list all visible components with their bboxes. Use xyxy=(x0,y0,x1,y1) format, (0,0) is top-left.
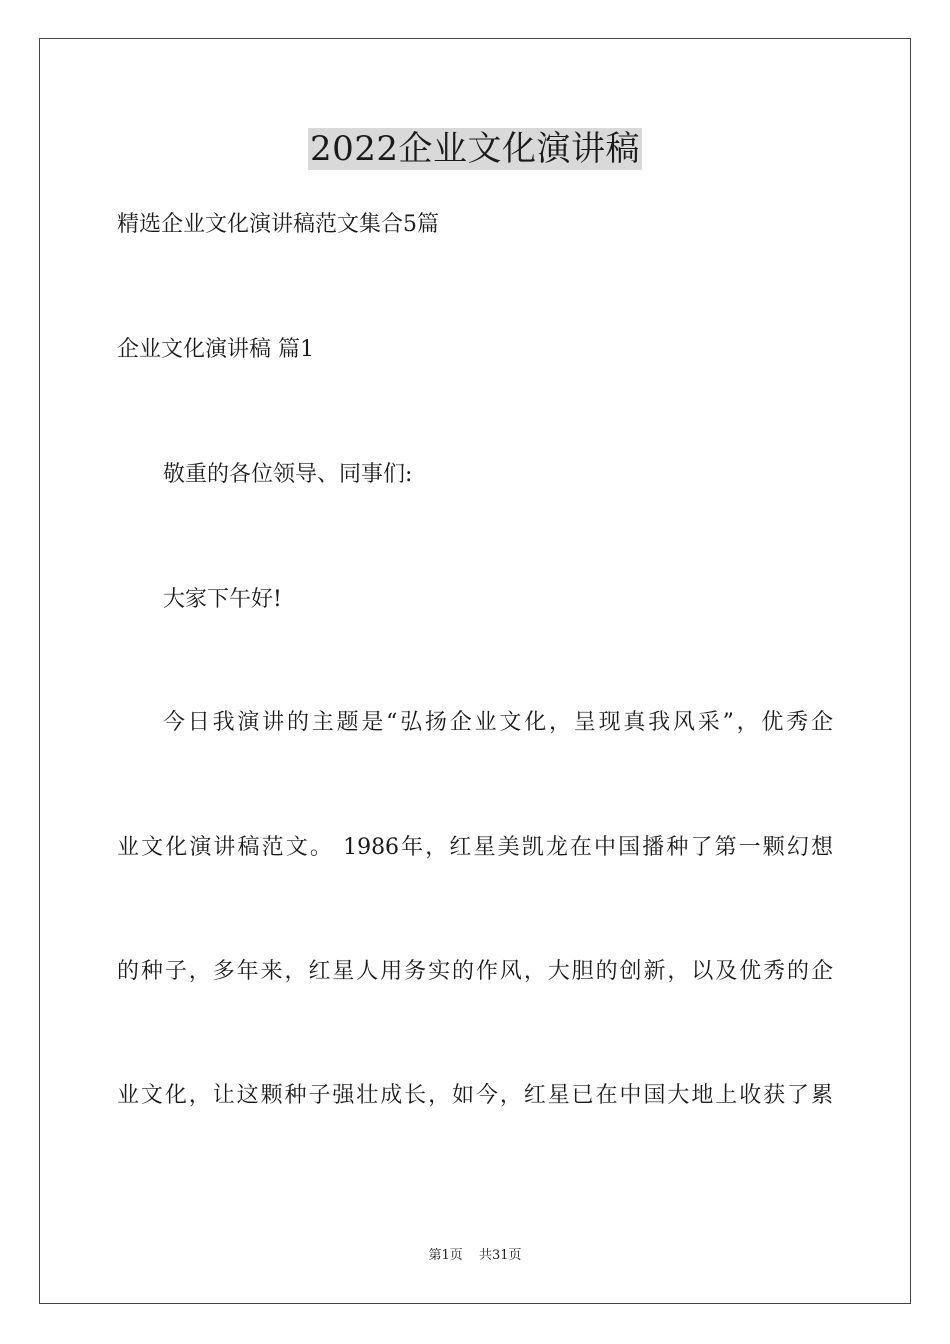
body-line: 今日我演讲的主题是“弘扬企业文化，呈现真我风采”，优秀企 xyxy=(163,710,833,735)
document-title: 2022企业文化演讲稿 xyxy=(309,129,641,169)
body-line: 的种子，多年来，红星人用务实的作风，大胆的创新，以及优秀的企 xyxy=(117,959,833,984)
page-number-total: 共31页 xyxy=(478,1248,522,1263)
greeting-paragraph: 敬重的各位领导、同事们: xyxy=(163,462,413,487)
page-number-current: 第1页 xyxy=(428,1248,463,1263)
page-footer xyxy=(0,1248,950,1264)
document-subtitle: 精选企业文化演讲稿范文集合5篇 xyxy=(117,212,439,237)
section-heading: 企业文化演讲稿 篇1 xyxy=(117,337,314,362)
body-line: 业文化，让这颗种子强壮成长，如今，红星已在中国大地上收获了累 xyxy=(117,1083,833,1108)
title-container xyxy=(0,128,950,170)
body-line: 业文化演讲稿范文。 1986年，红星美凯龙在中国播种了第一颗幻想 xyxy=(117,835,833,860)
salutation-paragraph: 大家下午好! xyxy=(163,587,282,612)
